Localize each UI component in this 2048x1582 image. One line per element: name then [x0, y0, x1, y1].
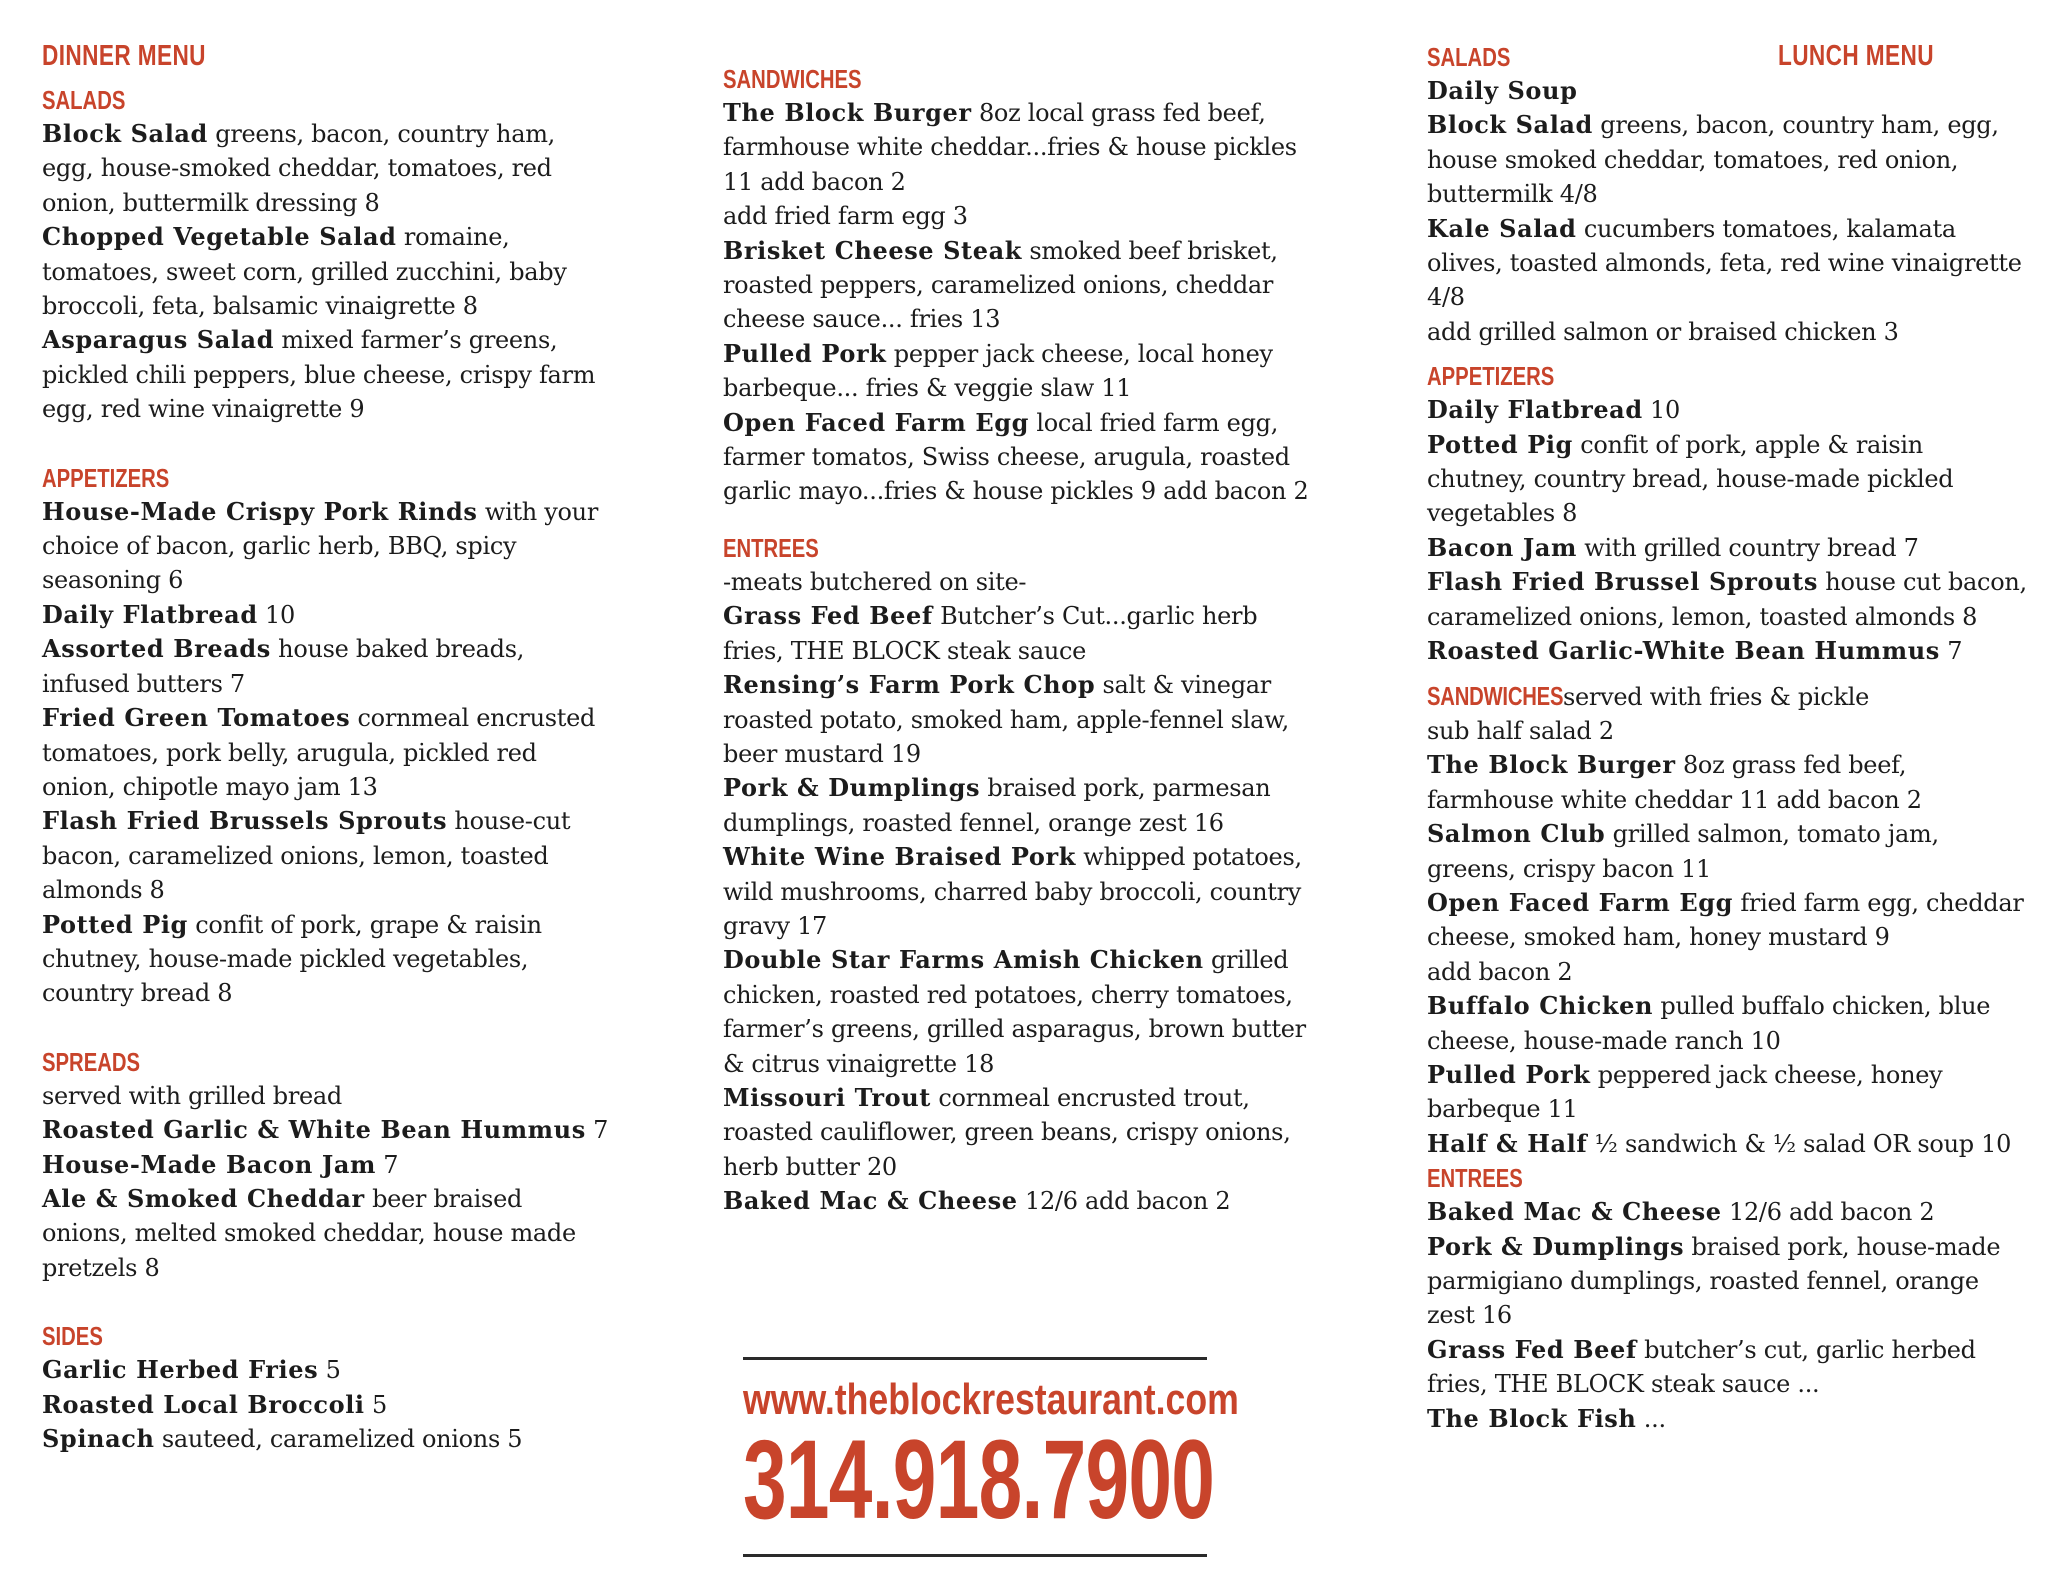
menu-item-name: House-Made Crispy Pork Rinds [42, 496, 478, 526]
menu-item [42, 908, 612, 1011]
menu-item [723, 840, 1323, 943]
menu-item [1427, 955, 2027, 989]
menu-item-description: add fried farm egg 3 [723, 202, 968, 231]
dinner-column-continued [723, 62, 1323, 1219]
dinner-appetizers-section [42, 461, 612, 1011]
section-note: sub half salad 2 [1427, 716, 1614, 745]
menu-item-name: Open Faced Farm Egg [723, 407, 1029, 437]
menu-item-description: ... [1636, 1404, 1666, 1433]
menu-item-name: Grass Fed Beef [723, 601, 933, 631]
menu-item-description: smoked beef brisket, roasted peppers, caramelized onions, cheddar cheese sauce... fries 13 [723, 236, 1278, 334]
menu-item [42, 1353, 612, 1387]
menu-item-description: greens, bacon, country ham, egg, house smoked cheddar, tomatoes, red onion, buttermilk 4/8 [1427, 111, 1999, 209]
section-heading: APPETIZERS [42, 462, 170, 493]
dinner-column [42, 40, 612, 1456]
menu-item [1427, 748, 2027, 817]
menu-item-description: peppered jack cheese, honey barbeque 11 [1427, 1060, 1943, 1124]
website-link[interactable]: www.theblockrestaurant.com [743, 1375, 1239, 1424]
menu-item [42, 598, 612, 632]
menu-item-name: Flash Fried Brussels Sprouts [42, 806, 448, 836]
menu-item [42, 1422, 612, 1456]
menu-item-name: Roasted Local Broccoli [42, 1389, 365, 1419]
section-heading: SALADS [1427, 42, 1511, 72]
menu-item-description: sauteed, caramelized onions 5 [154, 1425, 523, 1453]
menu-item [1427, 212, 2027, 315]
dinner-salads-section [42, 83, 612, 427]
menu-item-description: butcher’s cut, garlic herbed fries, THE BLOCK steak sauce ... [1427, 1335, 1976, 1399]
menu-item-name: Rensing’s Farm Pork Chop [723, 670, 1096, 700]
lunch-menu-title: LUNCH MENU [1778, 40, 1934, 72]
menu-item-description: local fried farm egg, farmer tomatos, Swiss cheese, arugula, roasted garlic mayo...fries & house pickles 9 add bacon 2 [723, 408, 1309, 506]
menu-item-description: house baked breads, infused butters 7 [42, 635, 525, 698]
menu-item [723, 96, 1323, 199]
menu-item-description: 7 [585, 1116, 609, 1145]
menu-item-description: greens, bacon, country ham, egg, house-smoked cheddar, tomatoes, red onion, buttermilk dressing 8 [42, 120, 555, 217]
section-heading: SANDWICHES [723, 64, 862, 94]
menu-item-description: pepper jack cheese, local honey barbeque... fries & veggie slaw 11 [723, 339, 1273, 403]
menu-item-description: 12/6 add bacon 2 [1017, 1187, 1231, 1216]
menu-item-name: The Block Burger [723, 98, 972, 127]
menu-item-name: Pulled Pork [1427, 1059, 1591, 1089]
menu-item-description: 12/6 add bacon 2 [1721, 1198, 1935, 1227]
lunch-column [1427, 40, 2027, 1436]
section-heading: ENTREES [723, 532, 819, 563]
menu-item [1427, 531, 2027, 565]
menu-item-name: Daily Flatbread [42, 599, 258, 629]
menu-item [1427, 108, 2027, 211]
menu-item [1427, 1230, 2027, 1333]
menu-item [1427, 315, 2027, 349]
menu-item [723, 337, 1323, 406]
menu-item [42, 1113, 612, 1147]
menu-item-description: 8oz grass fed beef, farmhouse white cheddar 11 add bacon 2 [1427, 751, 1922, 814]
menu-item [42, 495, 612, 598]
menu-item [1427, 634, 2027, 668]
menu-item [723, 771, 1323, 840]
menu-item-name: The Block Fish [1427, 1403, 1637, 1433]
menu-item-name: Spinach [42, 1424, 155, 1453]
menu-item-description: 10 [1642, 396, 1680, 425]
menu-item [1427, 989, 2027, 1058]
menu-item-description: cornmeal encrusted tomatoes, pork belly, arugula, pickled red onion, chipotle mayo jam 13 [42, 704, 596, 801]
menu-item [42, 117, 612, 220]
menu-item-name: Block Salad [1427, 110, 1593, 140]
menu-item-description: with your choice of bacon, garlic herb, BBQ, spicy seasoning 6 [42, 497, 599, 595]
menu-item-name: Kale Salad [1427, 213, 1577, 243]
menu-item-name: Flash Fried Brussel Sprouts [1427, 567, 1818, 597]
menu-item-name: Missouri Trout [723, 1082, 931, 1112]
lunch-appetizers-section [1427, 359, 2027, 668]
section-subtitle: served with fries & pickle [1563, 682, 1869, 711]
menu-item-description: cucumbers tomatoes, kalamata olives, toasted almonds, feta, red wine vinaigrette 4/8 [1427, 214, 2022, 312]
menu-item-description: braised pork, parmesan dumplings, roasted fennel, orange zest 16 [723, 774, 1271, 837]
menu-item-description: house-cut bacon, caramelized onions, lemon, toasted almonds 8 [42, 807, 571, 905]
menu-item [723, 668, 1323, 771]
menu-item-description: house cut bacon, caramelized onions, lemon, toasted almonds 8 [1427, 568, 2027, 631]
menu-item-name: The Block Burger [1427, 750, 1676, 780]
menu-item [42, 220, 612, 323]
menu-item-name: Daily Soup [1427, 76, 1578, 105]
menu-item-name: Bacon Jam [1427, 532, 1577, 562]
menu-item-description: add grilled salmon or braised chicken 3 [1427, 317, 1899, 346]
menu-item-description: cornmeal encrusted trout, roasted cauliflower, green beans, crispy onions, herb butter 20 [723, 1083, 1291, 1181]
menu-item-description: with grilled country bread 7 [1576, 533, 1919, 562]
menu-item-description: 5 [318, 1356, 341, 1385]
menu-item-name: Block Salad [42, 119, 208, 148]
dinner-entrees-section [723, 531, 1323, 1219]
menu-item-description: 10 [257, 600, 295, 629]
menu-item-description: confit of pork, apple & raisin chutney, country bread, house-made pickled vegetables 8 [1427, 430, 1954, 528]
menu-item [1427, 817, 2027, 886]
menu-item [1427, 74, 2027, 108]
dinner-sides-section [42, 1319, 612, 1456]
menu-item-name: Pulled Pork [723, 338, 887, 368]
menu-item-name: Fried Green Tomatoes [42, 703, 351, 733]
contact-bottom-rule [743, 1554, 1207, 1557]
menu-item-name: Garlic Herbed Fries [42, 1355, 319, 1385]
section-heading: SALADS [42, 85, 126, 115]
menu-item [723, 943, 1323, 1081]
menu-item-name: Grass Fed Beef [1427, 1334, 1637, 1364]
menu-item-name: Brisket Cheese Steak [723, 235, 1022, 265]
section-heading: SANDWICHES [1427, 680, 1564, 711]
phone-number[interactable]: 314.918.7900 [743, 1417, 1215, 1542]
menu-item-name: Open Faced Farm Egg [1427, 887, 1733, 917]
menu-item-description: salt & vinegar roasted potato, smoked ham, apple-fennel slaw, beer mustard 19 [723, 671, 1289, 768]
menu-item-description: grilled salmon, tomato jam, greens, crispy bacon 11 [1427, 820, 1939, 883]
menu-item-description: 8oz local grass fed beef, farmhouse white cheddar...fries & house pickles 11 add bacon 2 [723, 99, 1297, 196]
menu-item-description: 7 [375, 1150, 399, 1179]
menu-item-name: Assorted Breads [42, 634, 271, 664]
section-note: -meats butchered on site- [723, 567, 1027, 596]
menu-item [42, 804, 612, 907]
menu-item-name: Roasted Garlic & White Bean Hummus [42, 1115, 586, 1145]
menu-item-description: fried farm egg, cheddar cheese, smoked ham, honey mustard 9 [1427, 888, 2024, 952]
menu-item-name: House-Made Bacon Jam [42, 1149, 376, 1179]
contact-block [743, 1357, 1239, 1557]
menu-item-name: Pork & Dumplings [1427, 1231, 1685, 1261]
menu-item-name: Pork & Dumplings [723, 773, 981, 803]
lunch-salads-section [1427, 40, 2027, 349]
menu-item-description: mixed farmer’s greens, pickled chili peppers, blue cheese, crispy farm egg, red wine vinaigrette 9 [42, 326, 596, 424]
menu-item-description: Butcher’s Cut...garlic herb fries, THE BLOCK steak sauce [723, 602, 1258, 665]
menu-item [1427, 886, 2027, 955]
menu-item [723, 599, 1323, 668]
menu-item-name: Salmon Club [1427, 819, 1606, 849]
menu-item [1427, 393, 2027, 427]
menu-item [1427, 1195, 2027, 1229]
menu-item-description: pulled buffalo chicken, blue cheese, house-made ranch 10 [1427, 992, 1991, 1055]
dinner-spreads-section [42, 1045, 612, 1285]
lunch-entrees-section [1427, 1161, 2027, 1436]
menu-item-name: White Wine Braised Pork [723, 842, 1076, 872]
menu-item-name: Chopped Vegetable Salad [42, 222, 397, 252]
section-heading: ENTREES [1427, 1163, 1523, 1194]
menu-item-name: Baked Mac & Cheese [1427, 1197, 1722, 1227]
menu-item [723, 406, 1323, 509]
menu-item [723, 234, 1323, 337]
menu-item-description: braised pork, house-made parmigiano dumplings, roasted fennel, orange zest 16 [1427, 1232, 2001, 1330]
menu-item-description: 5 [364, 1390, 387, 1419]
menu-item [42, 1182, 612, 1285]
contact-top-rule [743, 1357, 1207, 1360]
section-heading: SPREADS [42, 1046, 141, 1077]
menu-item [723, 1081, 1323, 1184]
menu-item-description: ½ sandwich & ½ salad OR soup 10 [1587, 1129, 2012, 1158]
menu-item-description: beer braised onions, melted smoked cheddar, house made pretzels 8 [42, 1184, 576, 1282]
menu-item [723, 199, 1323, 233]
menu-item [42, 323, 612, 426]
menu-item [1427, 1058, 2027, 1127]
menu-item-name: Potted Pig [1427, 429, 1573, 459]
menu-item-description: whipped potatoes, wild mushrooms, charred baby broccoli, country gravy 17 [723, 843, 1302, 940]
section-heading: APPETIZERS [1427, 361, 1555, 392]
section-heading-row [1427, 679, 2027, 714]
menu-item [1427, 1127, 2027, 1161]
dinner-sandwiches-section [723, 62, 1323, 509]
menu-item-description: add bacon 2 [1427, 957, 1573, 986]
menu-item [1427, 1333, 2027, 1402]
menu-item-description: 7 [1939, 637, 1963, 666]
menu-item-name: Asparagus Salad [42, 325, 275, 355]
menu-item-name: Half & Half [1427, 1128, 1588, 1158]
menu-item [42, 1148, 612, 1182]
menu-item-name: Daily Flatbread [1427, 395, 1643, 425]
menu-item-name: Ale & Smoked Cheddar [42, 1183, 365, 1213]
menu-item-description: romaine, tomatoes, sweet corn, grilled zucchini, baby broccoli, feta, balsamic vinaigrette 8 [42, 223, 567, 321]
menu-item [1427, 1402, 2027, 1436]
section-heading: SIDES [42, 1321, 103, 1352]
menu-item-name: Double Star Farms Amish Chicken [723, 945, 1204, 975]
menu-item [723, 1184, 1323, 1218]
menu-item [42, 1388, 612, 1422]
menu-item-description: grilled chicken, roasted red potatoes, cherry tomatoes, farmer’s greens, grilled asparagus, brown butter & citrus vinaigrette 18 [723, 946, 1306, 1078]
menu-item [42, 701, 612, 804]
menu-item [42, 632, 612, 701]
menu-item [1427, 428, 2027, 531]
menu-item-name: Potted Pig [42, 909, 188, 939]
lunch-sandwiches-section [1427, 679, 2027, 1162]
menu-item-name: Roasted Garlic-White Bean Hummus [1427, 636, 1940, 666]
menu-item-name: Baked Mac & Cheese [723, 1186, 1018, 1216]
menu-item [1427, 565, 2027, 634]
section-note: served with grilled bread [42, 1081, 342, 1110]
menu-item-name: Buffalo Chicken [1427, 991, 1654, 1021]
menu-item-description: confit of pork, grape & raisin chutney, house-made pickled vegetables, country bread 8 [42, 910, 542, 1008]
dinner-menu-title: DINNER MENU [42, 40, 206, 72]
